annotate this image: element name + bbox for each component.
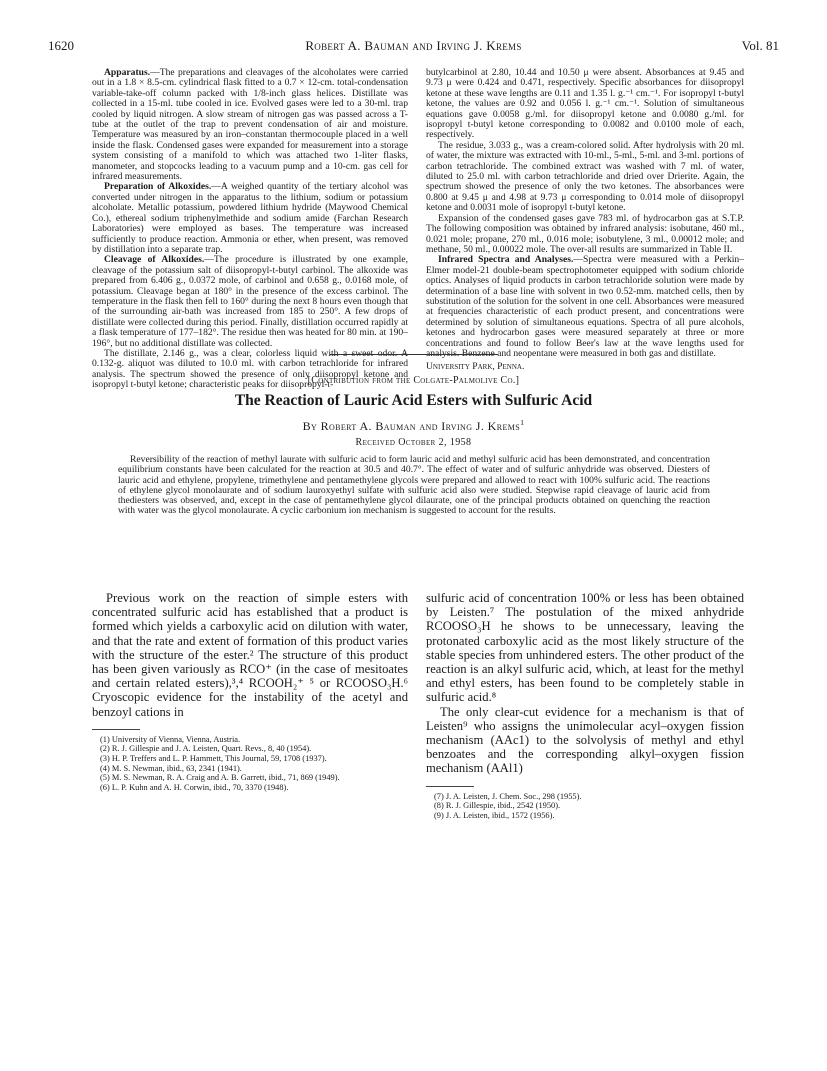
prev-article-left-column: [92, 68, 408, 391]
paragraph: [426, 141, 744, 214]
byline-text: By Robert A. Bauman and Irving J. Krems: [302, 419, 521, 433]
paragraph-text: —The preparations and cleavages of the alcoholates were carried out in a 1.8 × 8.5-cm. cylindrical flask fitted to a 0.7 × 12-cm. total-condensation variable-take-off column packed with 1/8-inch glass helices. Distillate was collected in a 15-ml. tube cooled in ice. Evolved gases were led to a 30-ml. trap cooled by liquid nitrogen. A slow stream of nitrogen gas was passed across a T-tube at the outlet of the trap to prevent condensation of air and moisture. Temperature was measured by an iron–constantan thermocouple placed in a well inside the flask. Condensed gases were expanded for measurement into a storage system consisting of a manifold to which was attached two 1-liter flasks, manometer, and stopcocks leading to a vacuum pump and a 10-cm. gas cell for infrared measurements.: [92, 67, 408, 183]
running-header: [48, 38, 779, 58]
paragraph: [426, 255, 744, 359]
footnotes-right: [426, 792, 744, 821]
paragraph: [92, 182, 408, 255]
footnote: (1) University of Vienna, Vienna, Austria.: [100, 734, 241, 744]
footnote: (4) M. S. Newman, ibid., 63, 2341 (1941).: [100, 763, 242, 773]
paragraph-text: —The procedure is illustrated by one example, cleavage of the potassium salt of diisopropyl-t-butyl carbinol. The alkoxide was prepared from 6.406 g., 0.0372 mole, of carbinol and 0.658 g., 0.0168 mole, of potassium. Cleavage began at 180° in the presence of the excess carbinol. The temperature in the flask then fell to 160° during the next 8 hours even though that of the surrounding air-bath was increased from 185 to 250°. A few drops of distillate were collected during this period. Finally, distillation occurred rapidly at a flask temperature of 177–182°. The residue then was heated for 80 min. at 190–196°, but no additional distillate was collected.: [92, 254, 408, 349]
body-right-column: [426, 591, 744, 820]
paragraph: [426, 68, 744, 141]
affiliation: University Park, Penna.: [426, 361, 525, 373]
footnotes-left: [92, 735, 408, 793]
paragraph-text: —Spectra were measured with a Perkin–Elmer model-21 double-beam spectrophotometer equipped with sodium chloride optics. Analyses of liquid products in carbon tetrachloride solution were made by determination of a base line with solvent in two 0.52-mm. matched cells, then by substitution of the solution for the solvent in one cell. Absorbances were measured at frequencies characteristic of each product present, and concentrations were determined by solution of simultaneous equations. Spectra of all pure alcohols, ketones and hydrocarbon gases were measured separately at three or more concentrations and found to follow Beer's law at the wave lengths used for analysis. Benzene and neopentane were measured in both gas and distillate.: [426, 254, 744, 359]
byline: [0, 419, 827, 434]
footnote: (7) J. A. Leisten, J. Chem. Soc., 298 (1955).: [434, 791, 582, 801]
footnote-rule: [426, 786, 474, 787]
footnote: (9) J. A. Leisten, ibid., 1572 (1956).: [434, 810, 555, 820]
volume-number: Vol. 81: [741, 38, 779, 53]
received-date: Received October 2, 1958: [355, 437, 472, 448]
contribution-line: [Contribution from the Colgate-Palmolive Co.]: [307, 375, 520, 386]
footnote: (3) H. P. Treffers and L. P. Hammett, This Journal, 59, 1708 (1937).: [100, 754, 327, 764]
section-divider: [330, 354, 498, 355]
footnote: (6) L. P. Kuhn and A. H. Corwin, ibid., 70, 3370 (1948).: [100, 782, 289, 792]
footnote: (5) M. S. Newman, R. A. Craig and A. B. Garrett, ibid., 71, 869 (1949).: [100, 773, 340, 783]
paragraph: [426, 214, 744, 256]
footnote: (2) R. J. Gillespie and J. A. Leisten, Quart. Revs., 8, 40 (1954).: [100, 744, 312, 754]
paragraph-text: The distillate, 2.146 g., was a clear, colorless liquid with a sweet odor. A 0.132-g. aliquot was diluted to 10.0 ml. with carbon tetrachloride for infrared analysis. The spectrum showed the presence of only diisopropyl ketone and isopropyl t-butyl ketone; characteristic peaks for diisopropyl-t-: [92, 347, 408, 391]
paragraph: [426, 705, 744, 776]
paragraph-text: Expansion of the condensed gases gave 783 ml. of hydrocarbon gas at S.T.P. The following composition was obtained by infrared analysis: isobutane, 460 ml., 0.021 mole; propane, 270 ml., 0.016 mole; isobutylene, 3 ml., 0.00012 mole; and methane, 50 ml., 0.00022 mole. The over-all results are summarized in Table II.: [426, 212, 744, 255]
paragraph: [92, 591, 408, 719]
page-number: 1620: [48, 38, 74, 53]
paragraph-text: sulfuric acid of concentration 100% or less has been obtained by Leisten.⁷ The postulation of the mixed anhydride RCOOSO₃H he shows to be unnecessary, leaving the protonated carboxylic acid as the most likely structure of the stable species from unhindered esters. The other product of the reaction is an alkyl sulfuric acid, which, at least for the methyl and ethyl esters, has been found to be completely stable in sulfuric acid.⁸: [426, 591, 744, 705]
abstract: Reversibility of the reaction of methyl laurate with sulfuric acid to form lauric acid and methyl sulfuric acid has been demonstrated, and concentration equilibrium constants have been calculated for the reaction at 30.5 and 40.7°. The effect of water and of sulfuric anhydride was observed. Diesters of lauric acid and ethylene, propylene, trimethylene and pentamethylene glycols were prepared and allowed to react with 100% sulfuric acid. The reactions of ethylene glycol monolaurate and of sodium lauroxyethyl sulfate with sulfuric acid also were studied. Stepwise rapid cleavage of lauric acid from thediesters was observed, and, except in the case of pentamethylene glycol dilaurate, one of the principal products obtained on quenching the reaction with water was the glycol monolaurate. A cyclic carbonium ion mechanism is suggested to account for the results.: [118, 454, 710, 517]
paragraph-text: —A weighed quantity of the tertiary alcohol was converted under nitrogen in the apparatus to the lithium, sodium or potassium alcoholate. Metallic potassium, powdered lithium hydride (Maywood Chemical Co.), ethereal sodium triphenylmethide and sodium amide (Farchan Research Laboratories) were employed as bases. The temperature was increased sufficiently to produce reaction. Ammonia or ether, when present, was removed by distillation into a separate trap.: [92, 181, 409, 255]
paragraph-text: Previous work on the reaction of simple esters with concentrated sulfuric acid has established that a product is formed which yields a carboxylic acid on dilution with water, and that the rate and extent of formation of this product varies with the structure of the ester.² The structure of this product has been given variously as RCO⁺ (in the case of mesitoates and certain related esters),³,⁴ RCOOH₂⁺ ⁵ or RCOOSO₃H.⁶ Cryoscopic evidence for the instability of the acetyl and benzoyl cations in: [92, 591, 408, 719]
run-in-heading: Apparatus.: [104, 67, 151, 78]
paragraph: [92, 68, 408, 182]
paragraph-text: butylcarbinol at 2.80, 10.44 and 10.50 μ were absent. Absorbances at 9.45 and 9.73 μ were 0.424 and 0.471, respectively. Specific absorbances for diisopropyl ketone at these wave lengths are 0.11 and 1.35 l. g.⁻¹ cm.⁻¹. For isopropyl t-butyl ketone, the values are 0.92 and 0.056 l. g.⁻¹ cm.⁻¹. Solution of simultaneous equations gave 0.0058 g./ml. for diisopropyl ketone and 0.0080 g./ml. for isopropyl t-butyl ketone corresponding to 0.0082 and 0.0100 mole of each, respectively.: [426, 67, 744, 141]
byline-footnote-mark: 1: [520, 418, 525, 427]
footnote: (8) R. J. Gillespie, ibid., 2542 (1950).: [434, 801, 561, 811]
running-authors: Robert A. Bauman and Irving J. Krems: [305, 38, 522, 53]
prev-article-right-column: [426, 68, 744, 373]
body-left-column: [92, 591, 408, 792]
run-in-heading: Preparation of Alkoxides.: [104, 181, 212, 193]
paragraph: [426, 591, 744, 705]
footnote-rule: [92, 729, 140, 730]
run-in-heading: Infrared Spectra and Analyses.: [438, 254, 574, 266]
run-in-heading: Cleavage of Alkoxides.: [104, 254, 205, 266]
paragraph: [92, 255, 408, 349]
paragraph-text: The only clear-cut evidence for a mechanism is that of Leisten⁹ who assigns the unimolecular acyl–oxygen fission mechanism (AAc1) to the solvolysis of methyl and ethyl benzoates and the corresponding alkyl–oxygen fission mechanism (AAl1): [426, 704, 744, 776]
article-title: The Reaction of Lauric Acid Esters with Sulfuric Acid: [234, 392, 593, 409]
paragraph-text: The residue, 3.033 g., was a cream-colored solid. After hydrolysis with 20 ml. of water, the mixture was extracted with 10-ml., 5-ml., 5-ml. and 3-ml. portions of carbon tetrachloride. The combined extract was washed with 7 ml. of water, diluted to 25.0 ml. with carbon tetrachloride and dried over Drierite. Again, the spectrum showed the presence of only the two ketones. The absorbances were 0.800 at 9.45 μ and 4.98 at 9.73 μ corresponding to 0.014 mole of diisopropyl ketone and 0.0031 mole of isopropyl t-butyl ketone.: [426, 139, 744, 214]
